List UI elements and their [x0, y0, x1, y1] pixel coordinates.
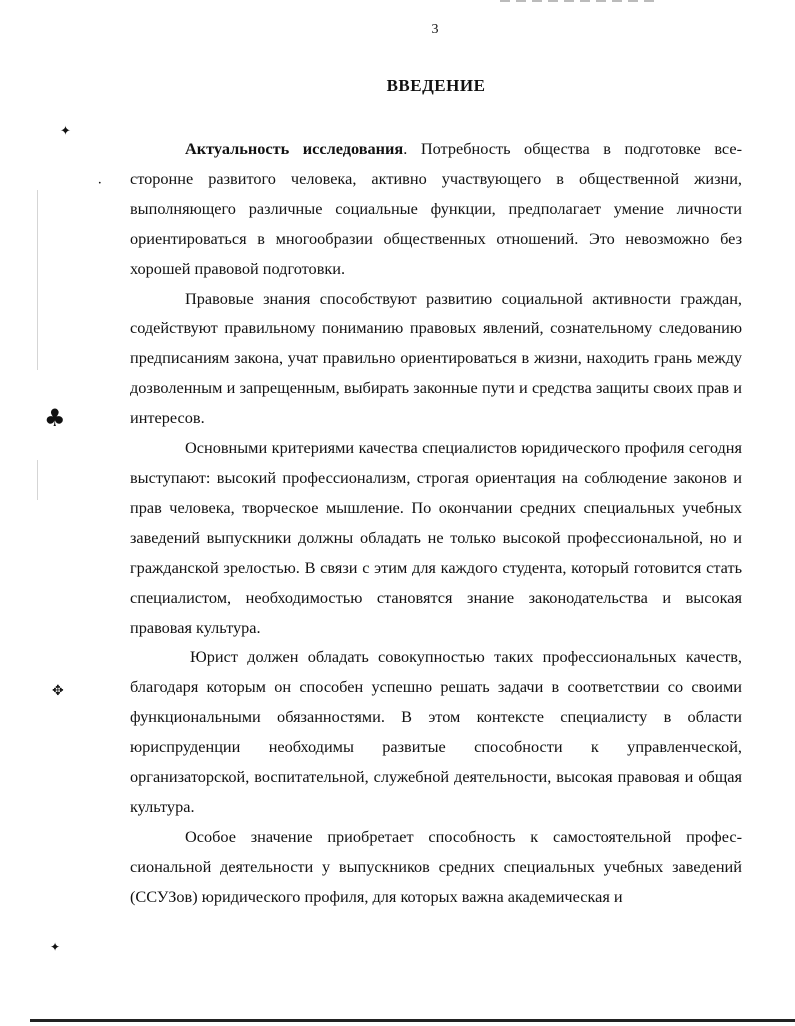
paragraph-text: . Потребность общества в подготовке всесторонне развитого человека, активно участвующего в общественной жизни, выполняющего различные социальные функции, предполагает умение личности ориентироваться в многообразии общественных отношений. Это невозможно без хорошей правовой подготовки. [130, 139, 742, 278]
margin-line [37, 460, 38, 500]
paragraph-relevance [130, 134, 742, 284]
scan-artifact-bottom-line [30, 1019, 795, 1022]
section-title: ВВЕДЕНИЕ [386, 76, 486, 95]
scan-artifact-top [500, 0, 660, 2]
binding-hole-mark: ✦ [60, 124, 71, 139]
paragraph: Юрист должен обладать совокупностью таких профессиональных качеств, благодаря которым он способен успешно решать задачи в соответствии со своими функциональными обязанностями. В этом контексте специалисту в области юриспруденции необходимы развитые способности к управленческой, организаторской, воспитательной, служебной деятельности, высокая правовая и общая культура. [130, 647, 742, 816]
binding-hole-mark: ✦ [50, 940, 61, 954]
document-body [130, 134, 742, 912]
page-number: 3 [431, 22, 439, 37]
paragraph: Правовые знания способствуют развитию социальной активности граждан, содействуют правильному пониманию правовых явлений, сознательному следованию предписаниям закона, учат правильно ориентироваться в жизни, находить грань между дозволенным и запрещенным, выбирать законные пути и средства защиты своих прав и интересов. [130, 288, 742, 428]
paragraph: Особое значение приобретает способность к самостоятельной профессиональной деятельности у выпускников средних специальных учебных заведений (ССУЗов) юридического профиля, для которых важна академическая и [130, 826, 742, 906]
binding-dot-mark: • [98, 180, 102, 187]
binding-hole-mark: ♣ [44, 404, 66, 432]
paragraph: Основными критериями качества специалистов юридического профиля сегодня выступают: высокий профессионализм, строгая ориентация на соблюдение законов и прав человека, творческое мышление. По окончании средних специальных учебных заведений выпускники должны обладать не только высокой профессиональной, но и гражданской зрелостью. В связи с этим для каждого студента, который готовится стать специалистом, необходимостью становятся знание законодательства и высокая правовая культура. [130, 438, 742, 637]
margin-line [37, 190, 38, 370]
binding-hole-mark: ✥ [52, 683, 64, 699]
paragraph-lead: Актуальность исследования [185, 139, 404, 158]
